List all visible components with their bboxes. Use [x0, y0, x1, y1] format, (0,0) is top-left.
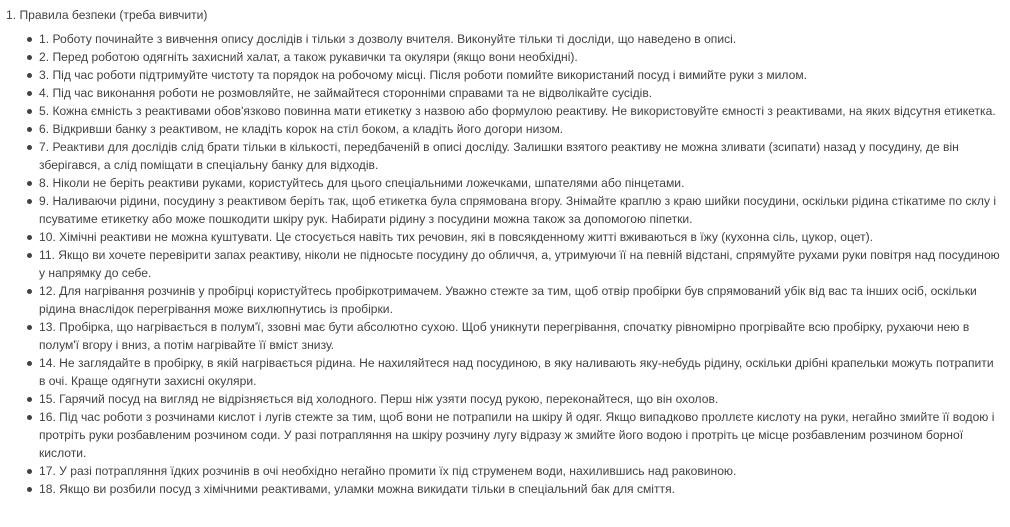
section-heading: 1. Правила безпеки (треба вивчити) [6, 8, 208, 22]
rule-item: 5. Кожна ємність з реактивами обов'язково повинна мати етикетку з назвою або формулою реактиву. Не використовуйте ємності з реактивами, на яких відсутня етикетка. [39, 102, 1002, 120]
rule-item: 11. Якщо ви хочете перевірити запах реактиву, ніколи не підносьте посудину до обличчя, а, утримуючи її на певній відстані, спрямуйте рухами руки повітря над посудиною у напрямку до себе. [39, 246, 1002, 282]
rule-item: 3. Під час роботи підтримуйте чистоту та порядок на робочому місці. Після роботи помийте використаний посуд і вимийте руки з милом. [39, 66, 1002, 84]
rule-item: 1. Роботу починайте з вивчення опису дослідів і тільки з дозволу вчителя. Виконуйте тільки ті досліди, що наведено в описі. [39, 30, 1002, 48]
rule-item: 10. Хімічні реактиви не можна куштувати. Це стосується навіть тих речовин, які в повсякденному житті вживаються в їжу (кухонна сіль, цукор, оцет). [39, 228, 1002, 246]
rule-item: 13. Пробірка, що нагрівається в полум'ї, ззовні має бути абсолютно сухою. Щоб уникнути перегрівання, спочатку рівномірно прогрівайте всю пробірку, рухаючи нею в полум'ї вгору і вниз, а потім нагрівайте її вміст знизу. [39, 318, 1002, 354]
rule-item: 2. Перед роботою одягніть захисний халат, а також рукавички та окуляри (якщо вони необхідні). [39, 48, 1002, 66]
rule-item: 18. Якщо ви розбили посуд з хімічними реактивами, уламки можна викидати тільки в спеціальний бак для сміття. [39, 480, 1002, 498]
rule-item: 6. Відкривши банку з реактивом, не кладіть корок на стіл боком, а кладіть його догори низом. [39, 120, 1002, 138]
rule-item: 7. Реактиви для дослідів слід брати тільки в кількості, передбаченій в описі досліду. Залишки взятого реактиву не можна зливати (зсипати) назад у посудину, де він зберігався, а слід поміщати в спеціальну банку для відходів. [39, 138, 1002, 174]
rule-item: 15. Гарячий посуд на вигляд не відрізняється від холодного. Перш ніж узяти посуд рукою, переконайтеся, що він охолов. [39, 390, 1002, 408]
rule-item: 9. Наливаючи рідини, посудину з реактивом беріть так, щоб етикетка була спрямована вгору. Знімайте краплю з краю шийки посудини, оскільки рідина стікатиме по склу і псуватиме етикетку або може пошкодити шкіру рук. Набирати рідину з посудини можна також за допомогою піпетки. [39, 192, 1002, 228]
rule-item: 8. Ніколи не беріть реактиви руками, користуйтесь для цього спеціальними ложечками, шпателями або пінцетами. [39, 174, 1002, 192]
rule-item: 17. У разі потрапляння їдких розчинів в очі необхідно негайно промити їх під струменем води, нахилившись над раковиною. [39, 462, 1002, 480]
rule-item: 14. Не заглядайте в пробірку, в якій нагрівається рідина. Не нахиляйтеся над посудиною, в яку наливають яку-небудь рідину, оскільки дрібні крапельки можуть потрапити в очі. Краще одягнути захисні окуляри. [39, 354, 1002, 390]
rule-item: 4. Під час виконання роботи не розмовляйте, не займайтеся сторонніми справами та не відволікайте сусідів. [39, 84, 1002, 102]
rule-item: 16. Під час роботи з розчинами кислот і лугів стежте за тим, щоб вони не потрапили на шкіру й одяг. Якщо випадково проллєте кислоту на руки, негайно змийте її водою і протріть руки розбавленим розчином соди. У разі потрапляння на шкіру розчину лугу відразу ж змийте його водою і протріть це місце розбавленим розчином борної кислоти. [39, 408, 1002, 462]
rule-item: 12. Для нагрівання розчинів у пробірці користуйтесь пробіркотримачем. Уважно стежте за тим, щоб отвір пробірки був спрямований убік від вас та інших осіб, оскільки рідина внаслідок перегрівання може вихлюпнутись із пробірки. [39, 282, 1002, 318]
rules-list [6, 30, 1002, 498]
